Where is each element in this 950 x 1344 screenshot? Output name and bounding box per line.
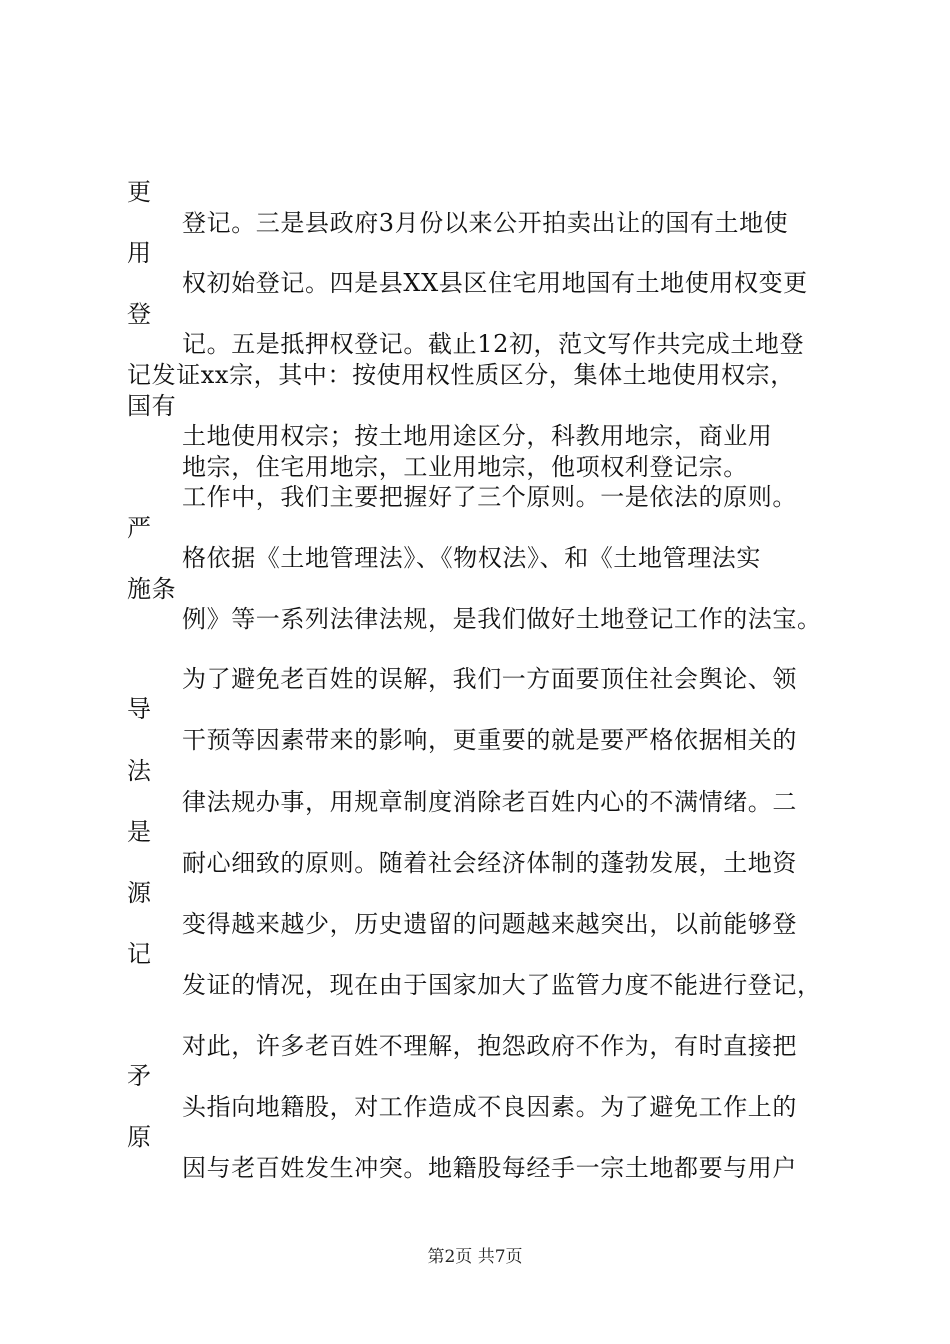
text-line: 导 <box>127 695 152 723</box>
text-line: 耐心细致的原则。随着社会经济体制的蓬勃发展，土地资 <box>182 849 797 877</box>
text-line: 权初始登记。四是县XX县区住宅用地国有土地使用权变更 <box>182 269 808 297</box>
text-line: 源 <box>127 879 152 907</box>
text-line: 为了避免老百姓的误解，我们一方面要顶住社会舆论、领 <box>182 665 797 693</box>
text-line: 格依据《土地管理法》、《物权法》、和《土地管理法实 <box>182 544 761 572</box>
text-line: 律法规办事，用规章制度消除老百姓内心的不满情绪。二 <box>182 788 797 816</box>
text-line: 头指向地籍股，对工作造成不良因素。为了避免工作上的 <box>182 1093 797 1121</box>
text-line: 用 <box>127 239 152 267</box>
text-line: 地宗，住宅用地宗，工业用地宗，他项权利登记宗。 <box>182 453 748 481</box>
text-line: 土地使用权宗；按土地用途区分，科教用地宗，商业用 <box>182 422 773 450</box>
text-line: 是 <box>127 818 152 846</box>
text-line: 工作中，我们主要把握好了三个原则。一是依法的原则。 <box>182 483 797 511</box>
text-line: 因与老百姓发生冲突。地籍股每经手一宗土地都要与用户 <box>182 1154 797 1182</box>
text-line: 更 <box>127 178 152 206</box>
page-footer <box>0 1247 950 1267</box>
text-line: 施条 <box>127 575 177 603</box>
page-number: 第2页 共7页 <box>427 1247 523 1267</box>
text-line: 发证的情况，现在由于国家加大了监管力度不能进行登记， <box>182 971 822 999</box>
text-line: 原 <box>127 1123 152 1151</box>
text-line: 记 <box>127 940 152 968</box>
text-line: 变得越来越少，历史遗留的问题越来越突出，以前能够登 <box>182 910 797 938</box>
text-line: 严 <box>127 514 152 542</box>
text-line: 登记。三是县政府3月份以来公开拍卖出让的国有土地使 <box>182 209 789 237</box>
text-line: 记。五是抵押权登记。截止12初，范文写作共完成土地登 <box>182 330 805 358</box>
text-line: 法 <box>127 757 152 785</box>
text-line: 对此，许多老百姓不理解，抱怨政府不作为，有时直接把 <box>182 1032 797 1060</box>
text-line: 登 <box>127 300 152 328</box>
text-line: 干预等因素带来的影响，更重要的就是要严格依据相关的 <box>182 726 797 754</box>
text-line: 记发证xx宗，其中：按使用权性质区分，集体土地使用权宗， <box>127 361 795 389</box>
text-line: 矛 <box>127 1062 152 1090</box>
text-line: 例》等一系列法律法规，是我们做好土地登记工作的法宝。 <box>182 605 822 633</box>
text-line: 国有 <box>127 392 177 420</box>
